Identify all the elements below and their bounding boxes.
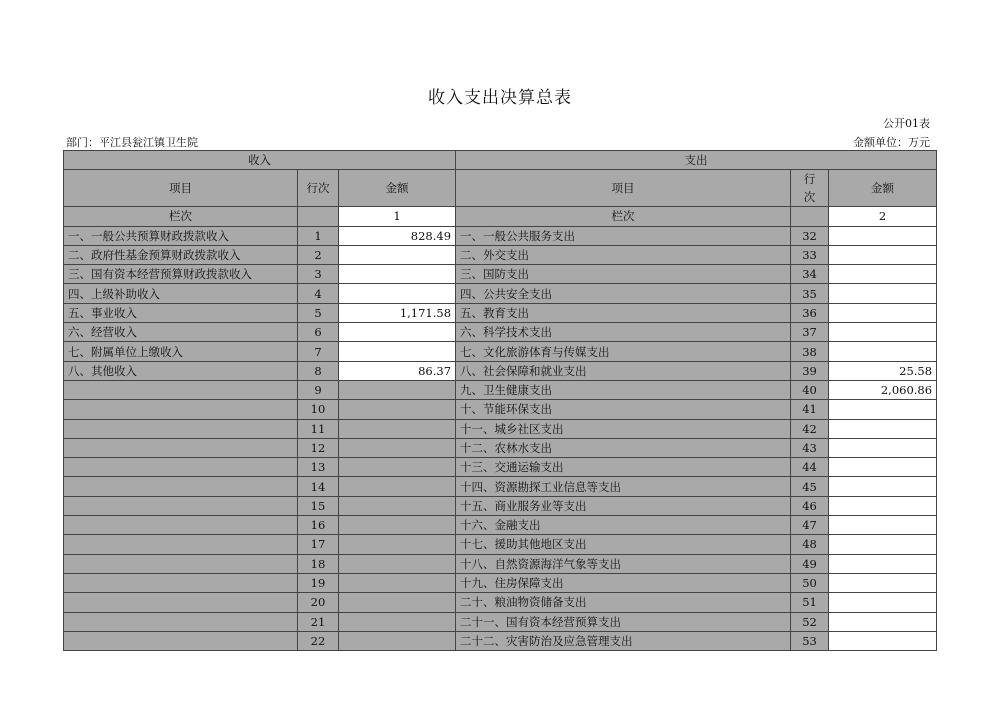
expense-row-number: 37 — [791, 323, 829, 342]
amount-unit-label: 金额单位：万元 — [853, 136, 930, 149]
table-row — [64, 323, 937, 342]
income-amount-cell — [339, 516, 456, 535]
expense-item-cell: 八、社会保障和就业支出 — [456, 361, 791, 380]
table-row — [64, 593, 937, 612]
income-amount-cell — [339, 400, 456, 419]
table-row — [64, 303, 937, 322]
table-row — [64, 496, 937, 515]
income-row-number: 15 — [298, 496, 339, 515]
income-row-number: 4 — [298, 284, 339, 303]
expense-amount-cell — [829, 400, 937, 419]
expense-item-header: 项目 — [456, 170, 791, 207]
expense-row-number: 44 — [791, 458, 829, 477]
expense-item-cell: 五、教育支出 — [456, 303, 791, 322]
income-item-cell — [64, 554, 298, 573]
income-row-number: 10 — [298, 400, 339, 419]
expense-section-header: 支出 — [456, 151, 937, 170]
expense-item-cell: 十八、自然资源海洋气象等支出 — [456, 554, 791, 573]
income-item-cell — [64, 631, 298, 650]
income-row-number: 13 — [298, 458, 339, 477]
expense-amount-cell — [829, 593, 937, 612]
income-item-cell — [64, 573, 298, 592]
income-amount-cell — [339, 380, 456, 399]
income-amount-cell — [339, 245, 456, 264]
income-row-number: 1 — [298, 226, 339, 245]
income-item-cell — [64, 535, 298, 554]
expense-column-label: 栏次 — [456, 207, 791, 226]
income-item-cell: 六、经营收入 — [64, 323, 298, 342]
expense-item-cell: 十六、金融支出 — [456, 516, 791, 535]
income-amount-cell — [339, 438, 456, 457]
income-item-cell — [64, 612, 298, 631]
income-amount-cell — [339, 284, 456, 303]
expense-item-cell: 十七、援助其他地区支出 — [456, 535, 791, 554]
income-item-cell: 五、事业收入 — [64, 303, 298, 322]
expense-row-number: 38 — [791, 342, 829, 361]
income-amount-cell — [339, 612, 456, 631]
expense-row-number: 52 — [791, 612, 829, 631]
table-row — [64, 380, 937, 399]
income-item-cell — [64, 400, 298, 419]
expense-row-number: 35 — [791, 284, 829, 303]
expense-item-cell: 二十二、灾害防治及应急管理支出 — [456, 631, 791, 650]
income-column-label: 栏次 — [64, 207, 298, 226]
expense-row-number: 49 — [791, 554, 829, 573]
table-row — [64, 226, 937, 245]
expense-item-cell: 十二、农林水支出 — [456, 438, 791, 457]
income-amount-header: 金额 — [339, 170, 456, 207]
table-row — [64, 245, 937, 264]
income-row-number: 18 — [298, 554, 339, 573]
income-amount-cell — [339, 419, 456, 438]
expense-amount-cell — [829, 303, 937, 322]
expense-amount-cell: 25.58 — [829, 361, 937, 380]
expense-amount-cell — [829, 323, 937, 342]
income-row-number: 14 — [298, 477, 339, 496]
income-item-cell — [64, 477, 298, 496]
expense-amount-cell — [829, 245, 937, 264]
income-amount-cell — [339, 496, 456, 515]
expense-row-number: 50 — [791, 573, 829, 592]
expense-amount-cell — [829, 516, 937, 535]
expense-rowno-header — [791, 170, 829, 207]
income-row-number: 11 — [298, 419, 339, 438]
income-amount-cell — [339, 554, 456, 573]
table-row — [64, 342, 937, 361]
table-row — [64, 516, 937, 535]
expense-row-number: 36 — [791, 303, 829, 322]
form-number: 公开01表 — [883, 117, 930, 130]
table-row — [64, 573, 937, 592]
expense-item-cell: 十五、商业服务业等支出 — [456, 496, 791, 515]
expense-row-number: 53 — [791, 631, 829, 650]
income-item-cell: 一、一般公共预算财政拨款收入 — [64, 226, 298, 245]
income-amount-cell — [339, 573, 456, 592]
income-amount-cell: 1,171.58 — [339, 303, 456, 322]
income-amount-cell — [339, 631, 456, 650]
income-amount-cell — [339, 535, 456, 554]
expense-amount-cell — [829, 477, 937, 496]
income-row-number: 7 — [298, 342, 339, 361]
expense-row-number: 43 — [791, 438, 829, 457]
income-item-cell — [64, 458, 298, 477]
income-rowno-header: 行次 — [298, 170, 339, 207]
expense-item-cell: 九、卫生健康支出 — [456, 380, 791, 399]
income-item-cell — [64, 380, 298, 399]
table-row — [64, 438, 937, 457]
table-row — [64, 400, 937, 419]
table-row — [64, 265, 937, 284]
income-amount-cell — [339, 458, 456, 477]
income-row-number: 22 — [298, 631, 339, 650]
expense-row-number: 32 — [791, 226, 829, 245]
income-amount-cell — [339, 265, 456, 284]
expense-row-number: 45 — [791, 477, 829, 496]
income-item-cell — [64, 516, 298, 535]
income-amount-cell — [339, 342, 456, 361]
expense-row-number: 39 — [791, 361, 829, 380]
expense-amount-cell — [829, 458, 937, 477]
expense-item-cell: 十九、住房保障支出 — [456, 573, 791, 592]
expense-row-number: 46 — [791, 496, 829, 515]
income-row-number: 16 — [298, 516, 339, 535]
expense-item-cell: 七、文化旅游体育与传媒支出 — [456, 342, 791, 361]
income-expense-table — [63, 150, 937, 651]
income-amount-cell — [339, 477, 456, 496]
expense-row-number: 40 — [791, 380, 829, 399]
income-amount-cell: 86.37 — [339, 361, 456, 380]
expense-item-cell: 二、外交支出 — [456, 245, 791, 264]
income-row-number: 17 — [298, 535, 339, 554]
expense-item-cell: 十四、资源勘探工业信息等支出 — [456, 477, 791, 496]
table-row — [64, 361, 937, 380]
income-item-cell: 八、其他收入 — [64, 361, 298, 380]
expense-item-cell: 二十、粮油物资储备支出 — [456, 593, 791, 612]
table-row — [64, 535, 937, 554]
expense-row-number: 51 — [791, 593, 829, 612]
income-column-number: 1 — [339, 207, 456, 226]
expense-amount-cell — [829, 535, 937, 554]
expense-item-cell: 二十一、国有资本经营预算支出 — [456, 612, 791, 631]
income-amount-cell — [339, 593, 456, 612]
expense-column-blank — [791, 207, 829, 226]
income-amount-cell: 828.49 — [339, 226, 456, 245]
expense-item-cell: 三、国防支出 — [456, 265, 791, 284]
income-row-number: 21 — [298, 612, 339, 631]
table-row — [64, 554, 937, 573]
income-row-number: 5 — [298, 303, 339, 322]
report-title: 收入支出决算总表 — [428, 88, 572, 108]
income-item-cell — [64, 419, 298, 438]
expense-amount-cell: 2,060.86 — [829, 380, 937, 399]
table-row — [64, 284, 937, 303]
income-item-cell: 四、上级补助收入 — [64, 284, 298, 303]
expense-row-number: 34 — [791, 265, 829, 284]
expense-rowno-header-text: 行 次 — [803, 172, 816, 205]
income-section-header: 收入 — [64, 151, 456, 170]
income-row-number: 20 — [298, 593, 339, 612]
income-row-number: 3 — [298, 265, 339, 284]
expense-item-cell: 十、节能环保支出 — [456, 400, 791, 419]
expense-amount-cell — [829, 419, 937, 438]
income-item-cell — [64, 496, 298, 515]
income-item-cell — [64, 438, 298, 457]
income-amount-cell — [339, 323, 456, 342]
department-label: 部门：平江县瓮江镇卫生院 — [66, 136, 198, 149]
expense-amount-cell — [829, 284, 937, 303]
income-column-blank — [298, 207, 339, 226]
income-row-number: 9 — [298, 380, 339, 399]
expense-item-cell: 十三、交通运输支出 — [456, 458, 791, 477]
expense-item-cell: 十一、城乡社区支出 — [456, 419, 791, 438]
income-item-cell: 七、附属单位上缴收入 — [64, 342, 298, 361]
expense-amount-cell — [829, 438, 937, 457]
income-row-number: 6 — [298, 323, 339, 342]
expense-amount-cell — [829, 631, 937, 650]
expense-item-cell: 四、公共安全支出 — [456, 284, 791, 303]
expense-amount-cell — [829, 612, 937, 631]
expense-column-number: 2 — [829, 207, 937, 226]
table-row — [64, 612, 937, 631]
expense-amount-cell — [829, 226, 937, 245]
table-row — [64, 631, 937, 650]
expense-amount-cell — [829, 265, 937, 284]
expense-row-number: 48 — [791, 535, 829, 554]
income-item-cell — [64, 593, 298, 612]
expense-amount-cell — [829, 342, 937, 361]
income-item-header: 项目 — [64, 170, 298, 207]
income-row-number: 2 — [298, 245, 339, 264]
expense-row-number: 33 — [791, 245, 829, 264]
expense-row-number: 42 — [791, 419, 829, 438]
income-row-number: 8 — [298, 361, 339, 380]
income-row-number: 12 — [298, 438, 339, 457]
table-row — [64, 477, 937, 496]
income-item-cell: 三、国有资本经营预算财政拨款收入 — [64, 265, 298, 284]
expense-amount-cell — [829, 573, 937, 592]
expense-amount-cell — [829, 496, 937, 515]
table-row — [64, 419, 937, 438]
expense-amount-cell — [829, 554, 937, 573]
expense-row-number: 41 — [791, 400, 829, 419]
expense-amount-header: 金额 — [829, 170, 937, 207]
income-row-number: 19 — [298, 573, 339, 592]
expense-item-cell: 六、科学技术支出 — [456, 323, 791, 342]
table-row — [64, 458, 937, 477]
expense-item-cell: 一、一般公共服务支出 — [456, 226, 791, 245]
expense-row-number: 47 — [791, 516, 829, 535]
income-item-cell: 二、政府性基金预算财政拨款收入 — [64, 245, 298, 264]
